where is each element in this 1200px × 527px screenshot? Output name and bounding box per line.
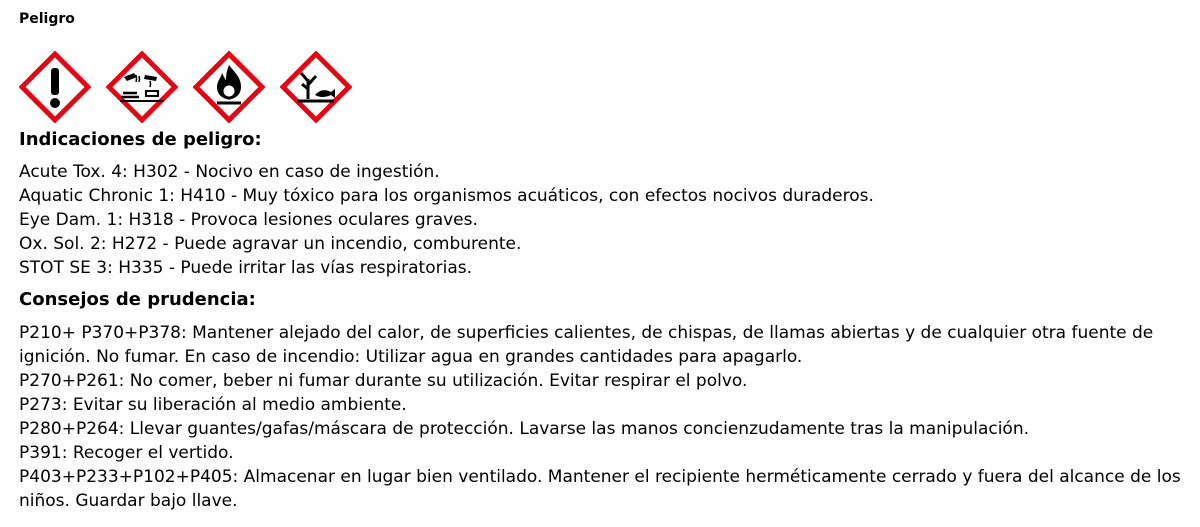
precautionary-statements-heading: Consejos de prudencia: xyxy=(19,289,256,310)
hazard-statements-heading: Indicaciones de peligro: xyxy=(19,129,262,150)
flame-over-circle-icon xyxy=(193,51,265,123)
hazard-statement: Eye Dam. 1: H318 - Provoca lesiones oculares graves. xyxy=(19,210,478,230)
hazard-statement: Ox. Sol. 2: H272 - Puede agravar un incendio, comburente. xyxy=(19,234,522,254)
precautionary-statement: P273: Evitar su liberación al medio ambiente. xyxy=(19,395,407,415)
precautionary-statement: P391: Recoger el vertido. xyxy=(19,443,234,463)
precautionary-statements-list xyxy=(19,321,1196,513)
precautionary-statement: P270+P261: No comer, beber ni fumar durante su utilización. Evitar respirar el polvo. xyxy=(19,371,748,391)
hazard-statement: Aquatic Chronic 1: H410 - Muy tóxico para los organismos acuáticos, con efectos nocivos duraderos. xyxy=(19,186,874,206)
hazard-statements-list xyxy=(19,160,1196,280)
corrosion-icon xyxy=(106,51,178,123)
hazard-statement: Acute Tox. 4: H302 - Nocivo en caso de ingestión. xyxy=(19,162,440,182)
precautionary-statement: P210+ P370+P378: Mantener alejado del calor, de superficies calientes, de chispas, de llamas abiertas y de cualquier otra fuente de ignición. No fumar. En caso de incendio: Utilizar agua en grandes cantidades para apagarlo. xyxy=(19,323,1154,367)
hazard-statement: STOT SE 3: H335 - Puede irritar las vías respiratorias. xyxy=(19,258,473,278)
precautionary-statement: P280+P264: Llevar guantes/gafas/máscara de protección. Lavarse las manos concienzudamente tras la manipulación. xyxy=(19,419,1030,439)
environment-icon xyxy=(280,51,352,123)
exclamation-mark-icon xyxy=(19,51,91,123)
signal-word: Peligro xyxy=(19,11,75,27)
precautionary-statement: P403+P233+P102+P405: Almacenar en lugar bien ventilado. Mantener el recipiente herméticamente cerrado y fuera del alcance de los niños. Guardar bajo llave. xyxy=(19,467,1181,511)
